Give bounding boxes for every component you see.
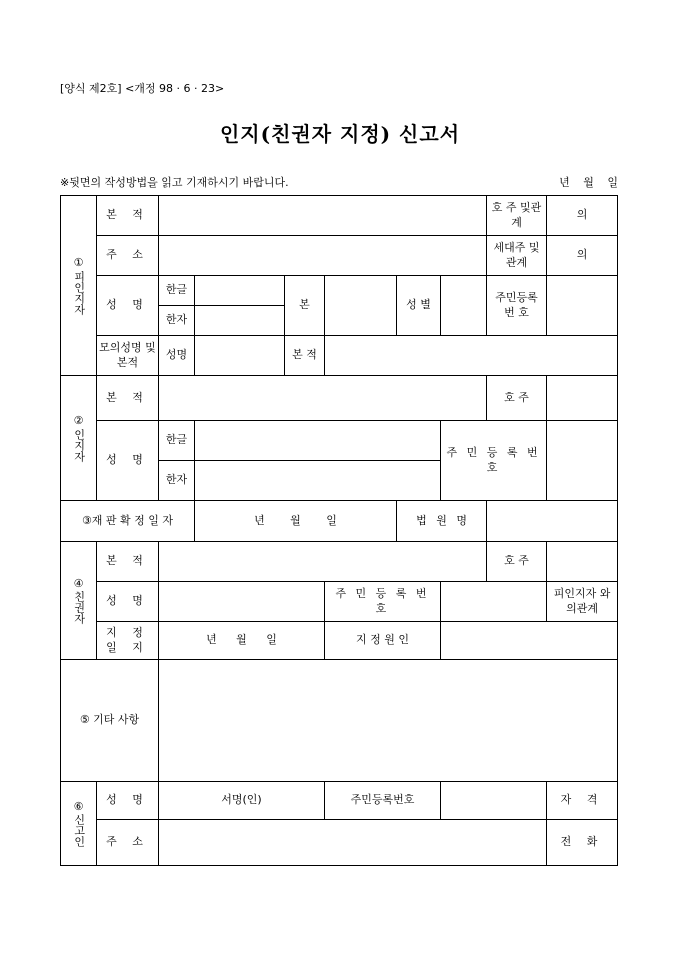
section-1-text: 피인지자 [72, 270, 86, 315]
designation-date-field[interactable]: 년 월 일 [159, 622, 325, 660]
custodian-relation-label: 피인지자 와의관계 [547, 582, 618, 622]
subject-gender-label: 성 별 [397, 276, 441, 336]
custodian-rrn-field[interactable] [441, 582, 547, 622]
mother-bonjeok-field[interactable] [325, 336, 618, 376]
section-6-text: 신고인 [72, 814, 86, 848]
judgment-date-field[interactable]: 년 월 일 [195, 501, 397, 542]
court-name-field[interactable] [487, 501, 618, 542]
section-acknowledger-label [61, 376, 97, 501]
section-2-text: 인지자 [72, 428, 86, 462]
designation-reason-label: 지 정 원 인 [325, 622, 441, 660]
report-form-table [60, 195, 618, 866]
form-title: 인지(친권자 지정) 신고서 [219, 122, 461, 146]
mother-bonjeok-label: 본 적 [285, 336, 325, 376]
custodian-rrn-label: 주 민 등 록 번 호 [325, 582, 441, 622]
court-name-label: 법 원 명 [397, 501, 487, 542]
mother-name-field[interactable] [195, 336, 285, 376]
form-number: [양식 제2호] <개정 98 · 6 · 23> [60, 82, 225, 95]
ack-name-label: 성 명 [97, 421, 159, 501]
ack-hanja-label: 한자 [159, 461, 195, 501]
reporter-address-field[interactable] [159, 820, 547, 866]
reporter-qualification-label: 자 격 [547, 782, 618, 820]
ack-hangul-field[interactable] [195, 421, 441, 461]
section-6-number: ⑥ [73, 799, 84, 813]
other-matters-field[interactable] [159, 660, 618, 782]
ack-rrn-field[interactable] [547, 421, 618, 501]
subject-hoju-field[interactable]: 의 [547, 196, 618, 236]
section-2-number: ② [73, 414, 84, 428]
subject-bonjeok-label: 본 적 [97, 196, 159, 236]
subject-hanja-label: 한자 [159, 306, 195, 336]
instruction-note: ※뒷면의 작성방법을 읽고 기재하시기 바랍니다. [60, 176, 289, 189]
subject-address-label: 주 소 [97, 236, 159, 276]
reporter-rrn-label: 주민등록번호 [325, 782, 441, 820]
subject-householder-label: 세대주 및관계 [487, 236, 547, 276]
ack-hoju-label: 호 주 [487, 376, 547, 421]
subject-hangul-label: 한글 [159, 276, 195, 306]
ack-hanja-field[interactable] [195, 461, 441, 501]
ack-hoju-field[interactable] [547, 376, 618, 421]
ack-bonjeok-label: 본 적 [97, 376, 159, 421]
section-custodian-label [61, 542, 97, 660]
subject-rrn-label: 주민등록 번 호 [487, 276, 547, 336]
mother-info-label: 모의성명 및 본적 [97, 336, 159, 376]
section-reporter-label [61, 782, 97, 866]
subject-rrn-field[interactable] [547, 276, 618, 336]
report-date: 년 월 일 [559, 176, 618, 189]
subject-name-label: 성 명 [97, 276, 159, 336]
custodian-name-field[interactable] [159, 582, 325, 622]
reporter-signature-field[interactable]: 서명(인) [159, 782, 325, 820]
subject-gender-field[interactable] [441, 276, 487, 336]
subject-householder-field[interactable]: 의 [547, 236, 618, 276]
ack-bonjeok-field[interactable] [159, 376, 487, 421]
ack-rrn-label: 주 민 등 록 번 호 [441, 421, 547, 501]
judgment-date-label: ③재 판 확 정 일 자 [61, 501, 195, 542]
subject-address-field[interactable] [159, 236, 487, 276]
subject-hangul-field[interactable] [195, 276, 285, 306]
reporter-rrn-field[interactable] [441, 782, 547, 820]
ack-hangul-label: 한글 [159, 421, 195, 461]
custodian-bonjeok-field[interactable] [159, 542, 487, 582]
custodian-name-label: 성 명 [97, 582, 159, 622]
section-4-number: ④ [73, 576, 84, 590]
section-1-number: ① [73, 256, 84, 270]
subject-hanja-field[interactable] [195, 306, 285, 336]
mother-name-label: 성명 [159, 336, 195, 376]
subject-bon-label: 본 [285, 276, 325, 336]
section-4-text: 친권자 [72, 591, 86, 625]
reporter-address-label: 주 소 [97, 820, 159, 866]
designation-reason-field[interactable] [441, 622, 618, 660]
designation-date-label: 지 정 일 지 [97, 622, 159, 660]
subject-bon-field[interactable] [325, 276, 397, 336]
reporter-name-label: 성 명 [97, 782, 159, 820]
custodian-bonjeok-label: 본 적 [97, 542, 159, 582]
subject-bonjeok-field[interactable] [159, 196, 487, 236]
section-subject-label [61, 196, 97, 376]
custodian-hoju-field[interactable] [547, 542, 618, 582]
custodian-hoju-label: 호 주 [487, 542, 547, 582]
subject-hoju-label: 호 주 및관계 [487, 196, 547, 236]
reporter-phone-label: 전 화 [547, 820, 618, 866]
other-matters-label: ⑤ 기타 사항 [61, 660, 159, 782]
